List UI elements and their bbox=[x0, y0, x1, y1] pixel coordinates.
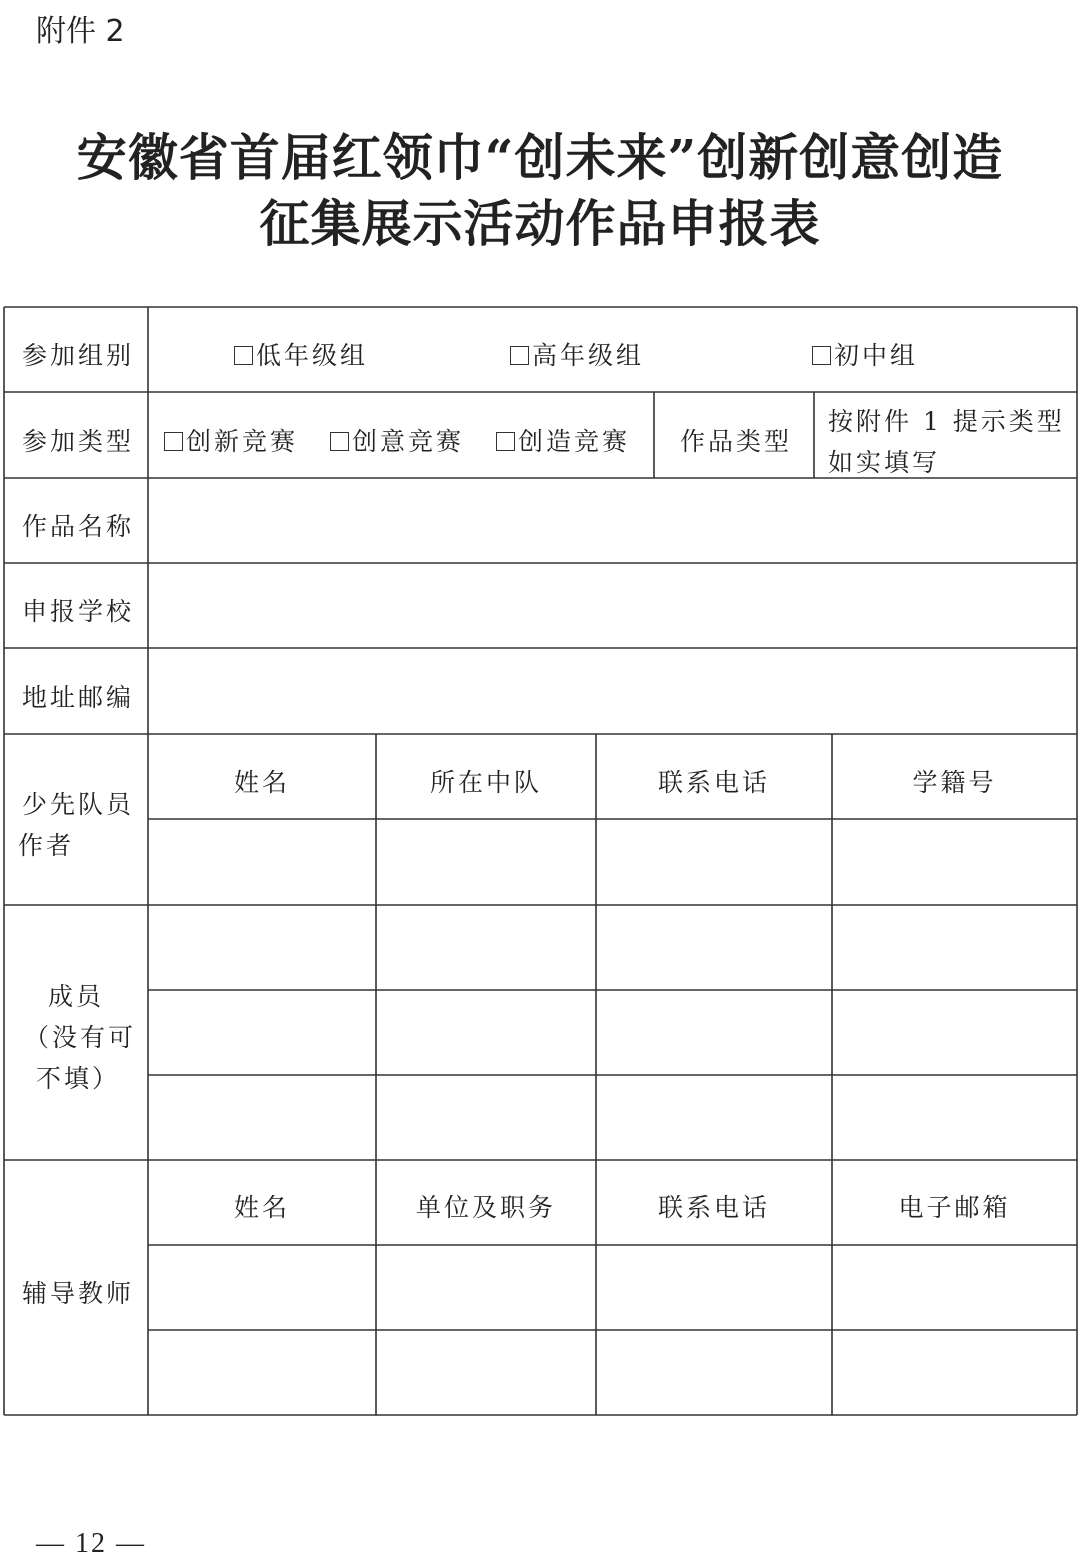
type-label: 参加类型 bbox=[22, 427, 135, 456]
checkbox-icon[interactable] bbox=[496, 432, 515, 451]
address-label: 地址邮编 bbox=[22, 683, 135, 712]
school-label: 申报学校 bbox=[22, 597, 135, 626]
teacher-header-email: 电子邮箱 bbox=[898, 1193, 1011, 1222]
author-header-name: 姓名 bbox=[233, 768, 290, 797]
checkbox-icon[interactable] bbox=[812, 346, 831, 365]
attachment-label: 附件 2 bbox=[36, 14, 125, 49]
work-name-label: 作品名称 bbox=[22, 512, 135, 541]
type-option-creative[interactable]: 创意竞赛 bbox=[330, 422, 464, 458]
member-label-line2: （没有可 bbox=[24, 1023, 137, 1052]
work-type-label: 作品类型 bbox=[680, 427, 793, 456]
page-number: — 12 — bbox=[36, 1528, 146, 1559]
teacher-label: 辅导教师 bbox=[22, 1279, 135, 1308]
author-header-student-id: 学籍号 bbox=[912, 768, 997, 797]
author-label-line2: 作者 bbox=[18, 831, 75, 860]
checkbox-icon[interactable] bbox=[330, 432, 349, 451]
work-type-hint-line1: 按附件 1 提示类型 bbox=[828, 407, 1065, 436]
group-label: 参加组别 bbox=[22, 341, 135, 370]
checkbox-icon[interactable] bbox=[234, 346, 253, 365]
member-label-line1: 成员 bbox=[47, 982, 104, 1011]
work-type-hint-line2: 如实填写 bbox=[828, 448, 941, 477]
author-header-squad: 所在中队 bbox=[429, 768, 542, 797]
group-option-junior[interactable]: 初中组 bbox=[812, 336, 918, 372]
author-header-phone: 联系电话 bbox=[657, 768, 770, 797]
checkbox-icon[interactable] bbox=[510, 346, 529, 365]
teacher-header-name: 姓名 bbox=[233, 1193, 290, 1222]
group-option-low[interactable]: 低年级组 bbox=[234, 336, 368, 372]
form-title-line2: 征集展示活动作品申报表 bbox=[259, 194, 821, 253]
member-label-line3: 不填） bbox=[36, 1064, 121, 1093]
teacher-header-position: 单位及职务 bbox=[415, 1193, 556, 1222]
teacher-header-phone: 联系电话 bbox=[657, 1193, 770, 1222]
type-option-innovation[interactable]: 创新竞赛 bbox=[164, 422, 298, 458]
form-title-line1: 安徽省首届红领巾“创未来”创新创意创造 bbox=[76, 128, 1004, 187]
author-label-line1: 少先队员 bbox=[22, 790, 135, 819]
group-option-high[interactable]: 高年级组 bbox=[510, 336, 644, 372]
type-option-creation[interactable]: 创造竞赛 bbox=[496, 422, 630, 458]
checkbox-icon[interactable] bbox=[164, 432, 183, 451]
